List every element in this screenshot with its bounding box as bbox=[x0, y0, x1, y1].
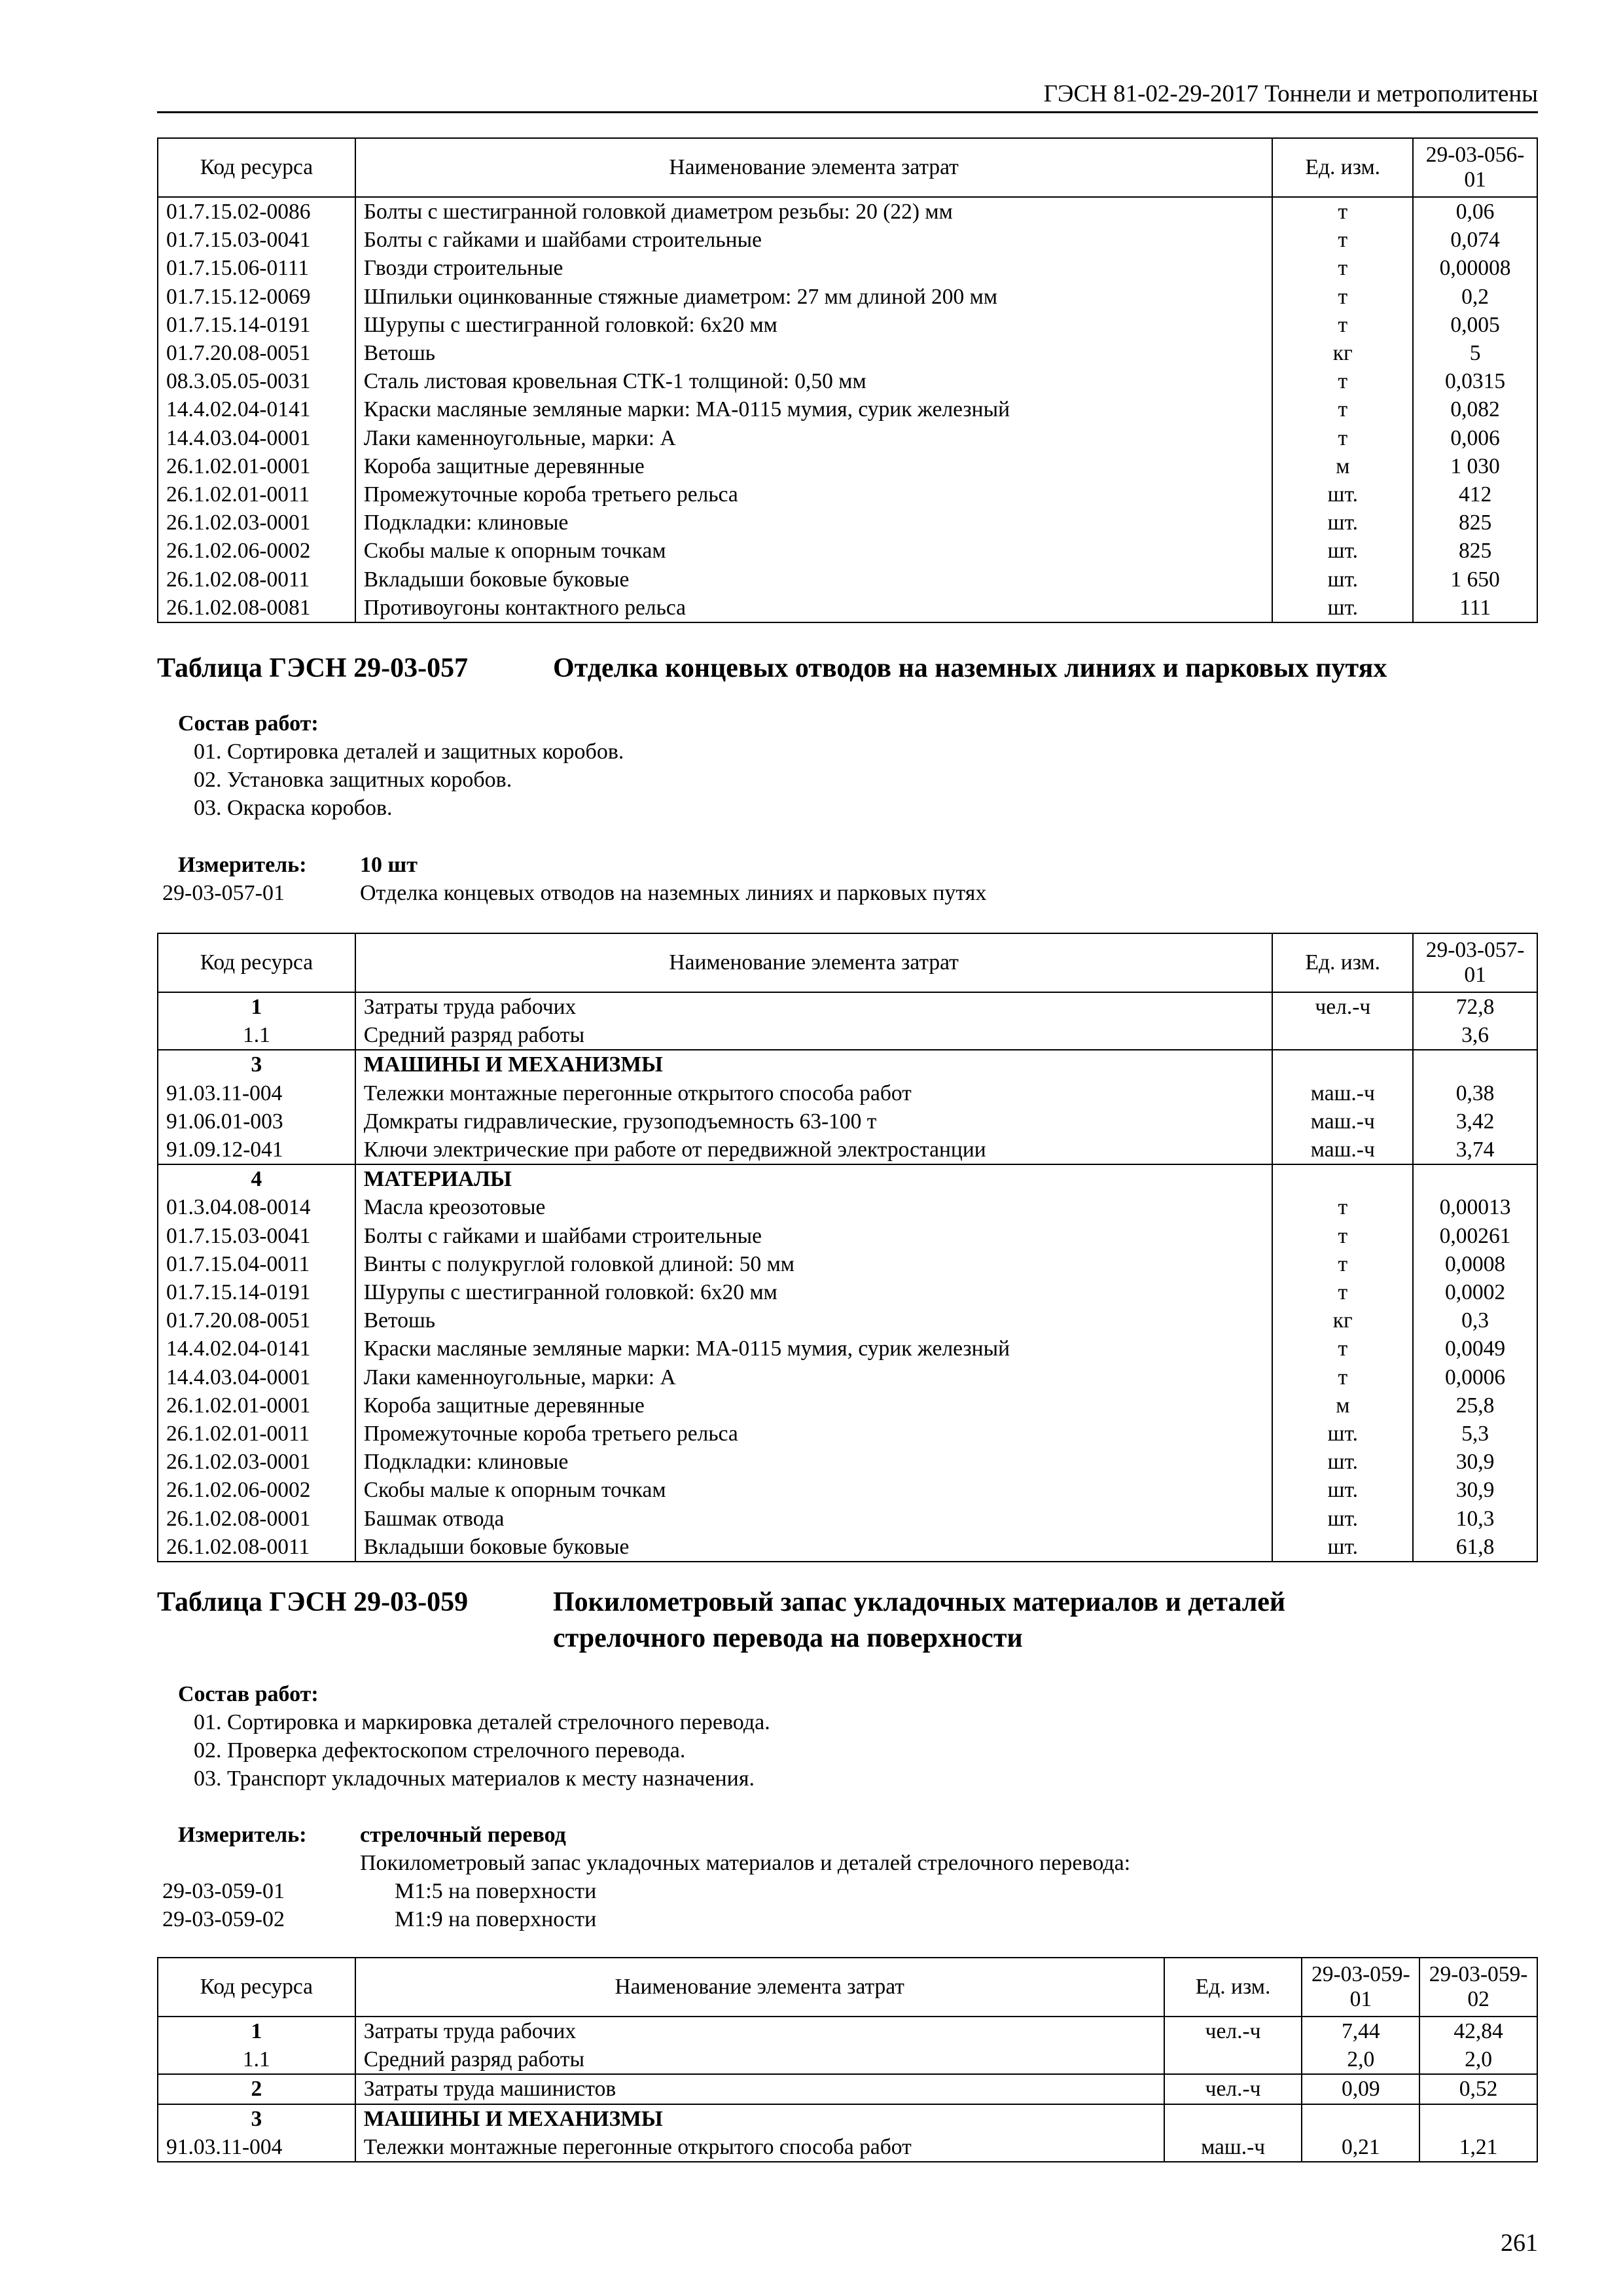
table-row bbox=[158, 1448, 1537, 1476]
resource-value: 0,2 bbox=[1413, 283, 1537, 311]
table-row bbox=[158, 1278, 1537, 1306]
resource-code: 91.09.12-041 bbox=[158, 1136, 355, 1164]
table-row bbox=[158, 2104, 1537, 2133]
resource-unit: т bbox=[1272, 424, 1413, 452]
table-header-row bbox=[158, 933, 1537, 992]
resource-value: 5 bbox=[1413, 339, 1537, 367]
resource-unit: маш.-ч bbox=[1272, 1079, 1413, 1107]
column-header-unit: Ед. изм. bbox=[1164, 1958, 1302, 2017]
column-header-name: Наименование элемента затрат bbox=[355, 933, 1273, 992]
work-item: 01. Сортировка и маркировка деталей стрелочного перевода. bbox=[194, 1710, 770, 1734]
resource-name: Вкладыши боковые буковые bbox=[355, 1533, 1273, 1562]
resource-name: Шурупы с шестигранной головкой: 6х20 мм bbox=[355, 311, 1273, 339]
resource-name: Масла креозотовые bbox=[355, 1193, 1273, 1221]
resource-name: Лаки каменноугольные, марки: А bbox=[355, 1363, 1273, 1391]
resource-code: 26.1.02.06-0002 bbox=[158, 537, 355, 565]
resource-code: 01.7.15.03-0041 bbox=[158, 226, 355, 254]
resource-name: Шурупы с шестигранной головкой: 6х20 мм bbox=[355, 1278, 1273, 1306]
resource-name: Средний разряд работы bbox=[355, 2045, 1164, 2074]
resource-code: 91.06.01-003 bbox=[158, 1107, 355, 1136]
resource-name: Промежуточные короба третьего рельса bbox=[355, 480, 1273, 509]
section-title-059-line2: стрелочного перевода на поверхности bbox=[553, 1623, 1023, 1653]
table-label-057: Таблица ГЭСН 29-03-057 bbox=[157, 653, 469, 683]
page-number: 261 bbox=[1501, 2229, 1538, 2257]
column-header-value: 29-03-059-02 bbox=[1419, 1958, 1537, 2017]
resource-unit: м bbox=[1272, 1391, 1413, 1420]
resource-code: 01.7.15.12-0069 bbox=[158, 283, 355, 311]
resource-value: 0,006 bbox=[1413, 424, 1537, 452]
resource-value: 825 bbox=[1413, 509, 1537, 537]
resource-value: 825 bbox=[1413, 537, 1537, 565]
resource-unit bbox=[1164, 2104, 1302, 2133]
resource-value: 1 650 bbox=[1413, 565, 1537, 594]
resource-unit: т bbox=[1272, 1193, 1413, 1221]
resource-value: 0,082 bbox=[1413, 395, 1537, 423]
resource-value: 1,21 bbox=[1419, 2133, 1537, 2162]
resource-value: 42,84 bbox=[1419, 2017, 1537, 2045]
work-item: 03. Окраска коробов. bbox=[194, 796, 393, 820]
resource-code: 08.3.05.05-0031 bbox=[158, 367, 355, 395]
column-header-value: 29-03-056-01 bbox=[1413, 138, 1537, 197]
table-body bbox=[158, 992, 1537, 1562]
table-row bbox=[158, 1164, 1537, 1193]
resource-unit: т bbox=[1272, 254, 1413, 282]
resource-code: 1 bbox=[158, 2017, 355, 2045]
table-row bbox=[158, 509, 1537, 537]
resource-value: 0,09 bbox=[1302, 2074, 1419, 2104]
works-label-057: Состав работ: bbox=[178, 711, 319, 736]
resource-unit bbox=[1272, 1164, 1413, 1193]
table-row bbox=[158, 2133, 1537, 2162]
table-row bbox=[158, 1107, 1537, 1136]
resource-code: 01.7.15.06-0111 bbox=[158, 254, 355, 282]
table-row bbox=[158, 311, 1537, 339]
resource-code: 14.4.02.04-0141 bbox=[158, 395, 355, 423]
table-row bbox=[158, 1250, 1537, 1278]
resource-unit: маш.-ч bbox=[1164, 2133, 1302, 2162]
resource-table-057 bbox=[157, 933, 1538, 1562]
resource-code: 1 bbox=[158, 992, 355, 1021]
resource-name: Вкладыши боковые буковые bbox=[355, 565, 1273, 594]
table-row bbox=[158, 254, 1537, 282]
resource-name: Затраты труда рабочих bbox=[355, 992, 1273, 1021]
resource-unit: шт. bbox=[1272, 480, 1413, 509]
column-header-code: Код ресурса bbox=[158, 138, 355, 197]
resource-code: 91.03.11-004 bbox=[158, 2133, 355, 2162]
table-row bbox=[158, 395, 1537, 423]
column-header-value: 29-03-057-01 bbox=[1413, 933, 1537, 992]
resource-value: 61,8 bbox=[1413, 1533, 1537, 1562]
resource-value bbox=[1413, 1164, 1537, 1193]
resource-value: 0,52 bbox=[1419, 2074, 1537, 2104]
resource-code: 26.1.02.08-0011 bbox=[158, 1533, 355, 1562]
resource-name: Средний разряд работы bbox=[355, 1021, 1273, 1050]
document-title: ГЭСН 81-02-29-2017 Тоннели и метрополитены bbox=[1043, 81, 1538, 107]
column-header-code: Код ресурса bbox=[158, 1958, 355, 2017]
column-header-name: Наименование элемента затрат bbox=[355, 1958, 1164, 2017]
resource-name: Подкладки: клиновые bbox=[355, 1448, 1273, 1476]
resource-code: 01.7.15.03-0041 bbox=[158, 1222, 355, 1250]
item-text: Отделка концевых отводов на наземных линиях и парковых путях bbox=[360, 881, 987, 905]
resource-name: Скобы малые к опорным точкам bbox=[355, 537, 1273, 565]
resource-name: Противоугоны контактного рельса bbox=[355, 594, 1273, 622]
table-row bbox=[158, 1050, 1537, 1079]
resource-value bbox=[1419, 2104, 1537, 2133]
resource-code: 01.7.15.14-0191 bbox=[158, 311, 355, 339]
resource-unit: т bbox=[1272, 283, 1413, 311]
resource-code: 2 bbox=[158, 2074, 355, 2104]
resource-value: 0,0008 bbox=[1413, 1250, 1537, 1278]
resource-code: 4 bbox=[158, 1164, 355, 1193]
resource-code: 3 bbox=[158, 1050, 355, 1079]
resource-unit: чел.-ч bbox=[1164, 2017, 1302, 2045]
resource-code: 14.4.03.04-0001 bbox=[158, 1363, 355, 1391]
resource-code: 1.1 bbox=[158, 2045, 355, 2074]
resource-unit: чел.-ч bbox=[1164, 2074, 1302, 2104]
page-header bbox=[157, 77, 1538, 113]
column-header-name: Наименование элемента затрат bbox=[355, 138, 1273, 197]
resource-value: 0,00013 bbox=[1413, 1193, 1537, 1221]
resource-name: Ключи электрические при работе от передвижной электростанции bbox=[355, 1136, 1273, 1164]
resource-unit: т bbox=[1272, 395, 1413, 423]
resource-unit: т bbox=[1272, 226, 1413, 254]
resource-value: 0,005 bbox=[1413, 311, 1537, 339]
resource-name: МАШИНЫ И МЕХАНИЗМЫ bbox=[355, 1050, 1273, 1079]
table-row bbox=[158, 1335, 1537, 1363]
table-row bbox=[158, 2074, 1537, 2104]
resource-value: 1 030 bbox=[1413, 452, 1537, 480]
meter-label-059: Измеритель: bbox=[178, 1823, 307, 1847]
resource-code: 3 bbox=[158, 2104, 355, 2133]
resource-unit bbox=[1272, 1021, 1413, 1050]
resource-name: Краски масляные земляные марки: МА-0115 мумия, сурик железный bbox=[355, 1335, 1273, 1363]
resource-unit: т bbox=[1272, 1222, 1413, 1250]
resource-name: Гвозди строительные bbox=[355, 254, 1273, 282]
table-header-row bbox=[158, 1958, 1537, 2017]
table-row bbox=[158, 367, 1537, 395]
table-row bbox=[158, 1021, 1537, 1050]
resource-value: 0,074 bbox=[1413, 226, 1537, 254]
resource-unit: т bbox=[1272, 367, 1413, 395]
table-row bbox=[158, 1222, 1537, 1250]
resource-value: 0,0049 bbox=[1413, 1335, 1537, 1363]
resource-unit: шт. bbox=[1272, 1533, 1413, 1562]
resource-value: 3,74 bbox=[1413, 1136, 1537, 1164]
table-row bbox=[158, 1193, 1537, 1221]
table-row bbox=[158, 452, 1537, 480]
resource-value: 3,42 bbox=[1413, 1107, 1537, 1136]
resource-unit: шт. bbox=[1272, 594, 1413, 622]
resource-unit bbox=[1164, 2045, 1302, 2074]
meter-value-059: стрелочный перевод bbox=[360, 1823, 566, 1847]
item-code: 29-03-059-02 bbox=[162, 1907, 285, 1931]
resource-value: 111 bbox=[1413, 594, 1537, 622]
work-item: 01. Сортировка деталей и защитных коробов. bbox=[194, 740, 624, 764]
resource-name: Болты с гайками и шайбами строительные bbox=[355, 1222, 1273, 1250]
resource-value: 7,44 bbox=[1302, 2017, 1419, 2045]
resource-name: Затраты труда рабочих bbox=[355, 2017, 1164, 2045]
resource-name: Тележки монтажные перегонные открытого способа работ bbox=[355, 1079, 1273, 1107]
resource-code: 01.7.20.08-0051 bbox=[158, 1306, 355, 1335]
resource-value: 30,9 bbox=[1413, 1448, 1537, 1476]
resource-code: 26.1.02.08-0081 bbox=[158, 594, 355, 622]
resource-name: Короба защитные деревянные bbox=[355, 452, 1273, 480]
column-header-unit: Ед. изм. bbox=[1272, 138, 1413, 197]
resource-value: 72,8 bbox=[1413, 992, 1537, 1021]
resource-unit: т bbox=[1272, 1278, 1413, 1306]
item-text: М1:5 на поверхности bbox=[395, 1879, 597, 1903]
table-body bbox=[158, 197, 1537, 622]
resource-value: 0,3 bbox=[1413, 1306, 1537, 1335]
resource-name: Тележки монтажные перегонные открытого способа работ bbox=[355, 2133, 1164, 2162]
resource-code: 01.3.04.08-0014 bbox=[158, 1193, 355, 1221]
resource-value: 3,6 bbox=[1413, 1021, 1537, 1050]
resource-code: 26.1.02.03-0001 bbox=[158, 1448, 355, 1476]
resource-unit: маш.-ч bbox=[1272, 1107, 1413, 1136]
meter-label-057: Измеритель: bbox=[178, 853, 307, 877]
resource-name: Подкладки: клиновые bbox=[355, 509, 1273, 537]
table-row bbox=[158, 283, 1537, 311]
resource-code: 26.1.02.08-0001 bbox=[158, 1505, 355, 1533]
table-row bbox=[158, 1363, 1537, 1391]
section-title-059-line1: Покилометровый запас укладочных материалов и деталей bbox=[553, 1587, 1286, 1617]
item-code: 29-03-059-01 bbox=[162, 1879, 285, 1903]
resource-name: Сталь листовая кровельная СТК-1 толщиной: 0,50 мм bbox=[355, 367, 1273, 395]
resource-name: Лаки каменноугольные, марки: А bbox=[355, 424, 1273, 452]
table-row bbox=[158, 1476, 1537, 1504]
resource-value: 0,0006 bbox=[1413, 1363, 1537, 1391]
resource-unit: шт. bbox=[1272, 509, 1413, 537]
table-row bbox=[158, 565, 1537, 594]
resource-unit: т bbox=[1272, 311, 1413, 339]
resource-value: 10,3 bbox=[1413, 1505, 1537, 1533]
resource-value bbox=[1302, 2104, 1419, 2133]
resource-value: 2,0 bbox=[1419, 2045, 1537, 2074]
table-row bbox=[158, 1306, 1537, 1335]
resource-name: Ветошь bbox=[355, 339, 1273, 367]
table-row bbox=[158, 992, 1537, 1021]
resource-name: Промежуточные короба третьего рельса bbox=[355, 1420, 1273, 1448]
resource-value: 0,38 bbox=[1413, 1079, 1537, 1107]
table-row bbox=[158, 197, 1537, 226]
table-body bbox=[158, 2017, 1537, 2162]
resource-unit: кг bbox=[1272, 1306, 1413, 1335]
resource-value: 0,21 bbox=[1302, 2133, 1419, 2162]
resource-unit: шт. bbox=[1272, 1448, 1413, 1476]
table-header-row bbox=[158, 138, 1537, 197]
work-item: 02. Установка защитных коробов. bbox=[194, 768, 512, 792]
work-item: 03. Транспорт укладочных материалов к месту назначения. bbox=[194, 1767, 755, 1791]
resource-code: 26.1.02.01-0001 bbox=[158, 1391, 355, 1420]
resource-table-059 bbox=[157, 1957, 1538, 2162]
resource-value: 0,00008 bbox=[1413, 254, 1537, 282]
resource-unit: маш.-ч bbox=[1272, 1136, 1413, 1164]
column-header-unit: Ед. изм. bbox=[1272, 933, 1413, 992]
table-row bbox=[158, 537, 1537, 565]
table-row bbox=[158, 1136, 1537, 1164]
resource-unit: т bbox=[1272, 197, 1413, 226]
resource-code: 01.7.15.04-0011 bbox=[158, 1250, 355, 1278]
resource-value: 30,9 bbox=[1413, 1476, 1537, 1504]
item-code: 29-03-057-01 bbox=[162, 881, 285, 905]
table-row bbox=[158, 1533, 1537, 1562]
table-row bbox=[158, 2045, 1537, 2074]
resource-code: 26.1.02.08-0011 bbox=[158, 565, 355, 594]
table-row bbox=[158, 594, 1537, 622]
resource-name: Шпильки оцинкованные стяжные диаметром: 27 мм длиной 200 мм bbox=[355, 283, 1273, 311]
resource-code: 1.1 bbox=[158, 1021, 355, 1050]
column-header-code: Код ресурса bbox=[158, 933, 355, 992]
table-row bbox=[158, 480, 1537, 509]
meter-description: Покилометровый запас укладочных материалов и деталей стрелочного перевода: bbox=[360, 1851, 1131, 1875]
resource-code: 26.1.02.01-0011 bbox=[158, 1420, 355, 1448]
resource-unit: шт. bbox=[1272, 565, 1413, 594]
resource-name: Домкраты гидравлические, грузоподъемность 63-100 т bbox=[355, 1107, 1273, 1136]
resource-name: МАШИНЫ И МЕХАНИЗМЫ bbox=[355, 2104, 1164, 2133]
resource-code: 01.7.15.02-0086 bbox=[158, 197, 355, 226]
resource-code: 26.1.02.01-0001 bbox=[158, 452, 355, 480]
resource-name: Ветошь bbox=[355, 1306, 1273, 1335]
meter-value-057: 10 шт bbox=[360, 853, 418, 877]
resource-unit: т bbox=[1272, 1250, 1413, 1278]
resource-unit: шт. bbox=[1272, 1476, 1413, 1504]
resource-value: 25,8 bbox=[1413, 1391, 1537, 1420]
resource-name: Затраты труда машинистов bbox=[355, 2074, 1164, 2104]
resource-value bbox=[1413, 1050, 1537, 1079]
resource-name: Краски масляные земляные марки: МА-0115 мумия, сурик железный bbox=[355, 395, 1273, 423]
resource-name: Скобы малые к опорным точкам bbox=[355, 1476, 1273, 1504]
table-row bbox=[158, 339, 1537, 367]
table-row bbox=[158, 424, 1537, 452]
resource-code: 26.1.02.06-0002 bbox=[158, 1476, 355, 1504]
resource-table-056 bbox=[157, 137, 1538, 623]
resource-name: Винты с полукруглой головкой длиной: 50 мм bbox=[355, 1250, 1273, 1278]
resource-value: 2,0 bbox=[1302, 2045, 1419, 2074]
resource-name: Болты с шестигранной головкой диаметром резьбы: 20 (22) мм bbox=[355, 197, 1273, 226]
resource-name: Короба защитные деревянные bbox=[355, 1391, 1273, 1420]
resource-unit: шт. bbox=[1272, 537, 1413, 565]
table-row bbox=[158, 1505, 1537, 1533]
work-item: 02. Проверка дефектоскопом стрелочного перевода. bbox=[194, 1738, 686, 1763]
table-label-059: Таблица ГЭСН 29-03-059 bbox=[157, 1587, 469, 1617]
resource-unit: т bbox=[1272, 1363, 1413, 1391]
resource-code: 01.7.20.08-0051 bbox=[158, 339, 355, 367]
table-row bbox=[158, 2017, 1537, 2045]
resource-value: 0,0002 bbox=[1413, 1278, 1537, 1306]
works-label-059: Состав работ: bbox=[178, 1682, 319, 1706]
table-row bbox=[158, 1391, 1537, 1420]
resource-name: Башмак отвода bbox=[355, 1505, 1273, 1533]
item-text: М1:9 на поверхности bbox=[395, 1907, 597, 1931]
resource-value: 5,3 bbox=[1413, 1420, 1537, 1448]
table-row bbox=[158, 1420, 1537, 1448]
resource-code: 01.7.15.14-0191 bbox=[158, 1278, 355, 1306]
resource-value: 0,00261 bbox=[1413, 1222, 1537, 1250]
resource-name: Болты с гайками и шайбами строительные bbox=[355, 226, 1273, 254]
column-header-value: 29-03-059-01 bbox=[1302, 1958, 1419, 2017]
resource-unit: шт. bbox=[1272, 1420, 1413, 1448]
resource-value: 0,06 bbox=[1413, 197, 1537, 226]
resource-unit: м bbox=[1272, 452, 1413, 480]
section-title-057: Отделка концевых отводов на наземных линиях и парковых путях bbox=[553, 653, 1387, 683]
resource-name: МАТЕРИАЛЫ bbox=[355, 1164, 1273, 1193]
resource-code: 26.1.02.03-0001 bbox=[158, 509, 355, 537]
resource-unit: т bbox=[1272, 1335, 1413, 1363]
resource-unit: шт. bbox=[1272, 1505, 1413, 1533]
resource-code: 14.4.03.04-0001 bbox=[158, 424, 355, 452]
table-row bbox=[158, 1079, 1537, 1107]
resource-value: 412 bbox=[1413, 480, 1537, 509]
table-row bbox=[158, 226, 1537, 254]
resource-unit: чел.-ч bbox=[1272, 992, 1413, 1021]
resource-value: 0,0315 bbox=[1413, 367, 1537, 395]
resource-code: 14.4.02.04-0141 bbox=[158, 1335, 355, 1363]
resource-code: 26.1.02.01-0011 bbox=[158, 480, 355, 509]
resource-unit: кг bbox=[1272, 339, 1413, 367]
resource-code: 91.03.11-004 bbox=[158, 1079, 355, 1107]
resource-unit bbox=[1272, 1050, 1413, 1079]
